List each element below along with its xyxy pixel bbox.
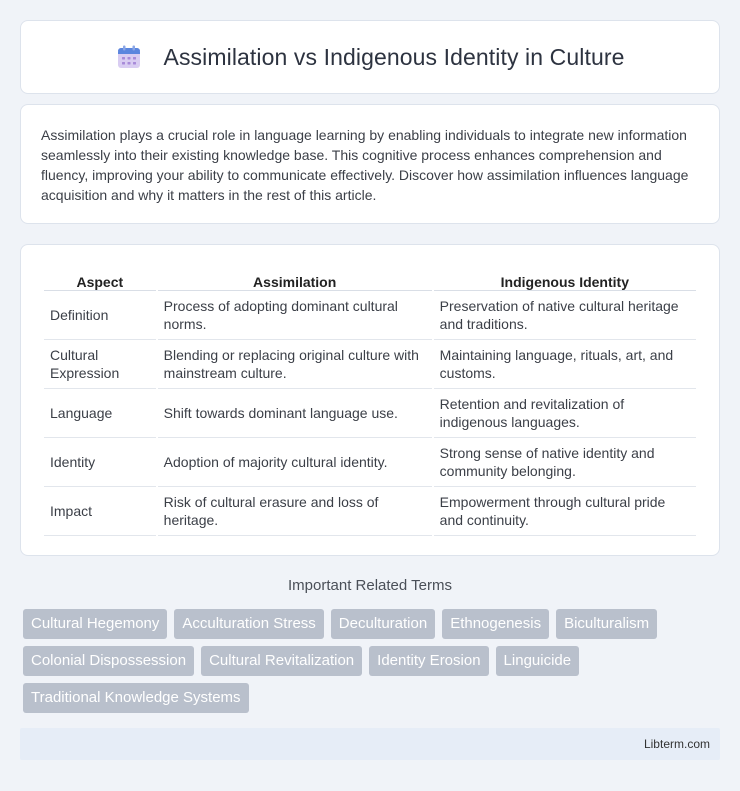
table-cell: Definition <box>44 291 156 340</box>
table-cell: Adoption of majority cultural identity. <box>158 438 432 487</box>
table-cell: Empowerment through cultural pride and continuity. <box>434 487 696 536</box>
intro-card <box>20 104 720 224</box>
intro-text: Assimilation plays a crucial role in language learning by enabling individuals to integrate new information seamlessly into their existing knowledge base. This cognitive process enhances comprehension and fluency, improving your ability to communicate effectively. Discover how assimilation influences language acquisition and why it matters in the rest of this article. <box>41 127 689 203</box>
footer-brand-link[interactable]: Libterm.com <box>643 737 710 751</box>
table-row <box>44 389 696 438</box>
related-term-tag[interactable]: Biculturalism <box>556 609 657 639</box>
table-row <box>44 340 696 389</box>
related-terms-title: Important Related Terms <box>288 577 452 594</box>
table-cell: Preservation of native cultural heritage and traditions. <box>434 291 696 340</box>
related-term-tag[interactable]: Ethnogenesis <box>442 609 549 639</box>
related-terms-list <box>23 609 703 713</box>
related-term-tag[interactable]: Cultural Hegemony <box>23 609 167 639</box>
related-term-tag[interactable]: Cultural Revitalization <box>201 646 362 676</box>
related-term-tag[interactable]: Deculturation <box>331 609 435 639</box>
table-row <box>44 487 696 536</box>
table-cell: Process of adopting dominant cultural norms. <box>158 291 432 340</box>
comparison-table-card <box>20 244 720 556</box>
table-cell: Impact <box>44 487 156 536</box>
related-term-tag[interactable]: Traditional Knowledge Systems <box>23 683 249 713</box>
table-header-row <box>44 265 696 291</box>
table-row <box>44 438 696 487</box>
table-row <box>44 291 696 340</box>
table-cell: Identity <box>44 438 156 487</box>
table-cell: Language <box>44 389 156 438</box>
calendar-icon <box>116 44 142 70</box>
comparison-table <box>42 265 698 536</box>
related-term-tag[interactable]: Colonial Dispossession <box>23 646 194 676</box>
table-cell: Shift towards dominant language use. <box>158 389 432 438</box>
table-cell: Maintaining language, rituals, art, and customs. <box>434 340 696 389</box>
table-cell: Blending or replacing original culture with mainstream culture. <box>158 340 432 389</box>
table-cell: Cultural Expression <box>44 340 156 389</box>
header-assimilation: Assimilation <box>158 265 432 291</box>
header-card <box>20 20 720 94</box>
table-cell: Risk of cultural erasure and loss of heritage. <box>158 487 432 536</box>
header-aspect: Aspect <box>44 265 156 291</box>
table-cell: Strong sense of native identity and community belonging. <box>434 438 696 487</box>
footer <box>20 728 720 760</box>
related-term-tag[interactable]: Linguicide <box>496 646 580 676</box>
header-indigenous-identity: Indigenous Identity <box>434 265 696 291</box>
related-term-tag[interactable]: Identity Erosion <box>369 646 488 676</box>
related-term-tag[interactable]: Acculturation Stress <box>174 609 323 639</box>
table-cell: Retention and revitalization of indigenous languages. <box>434 389 696 438</box>
page-title: Assimilation vs Indigenous Identity in Culture <box>163 43 625 70</box>
